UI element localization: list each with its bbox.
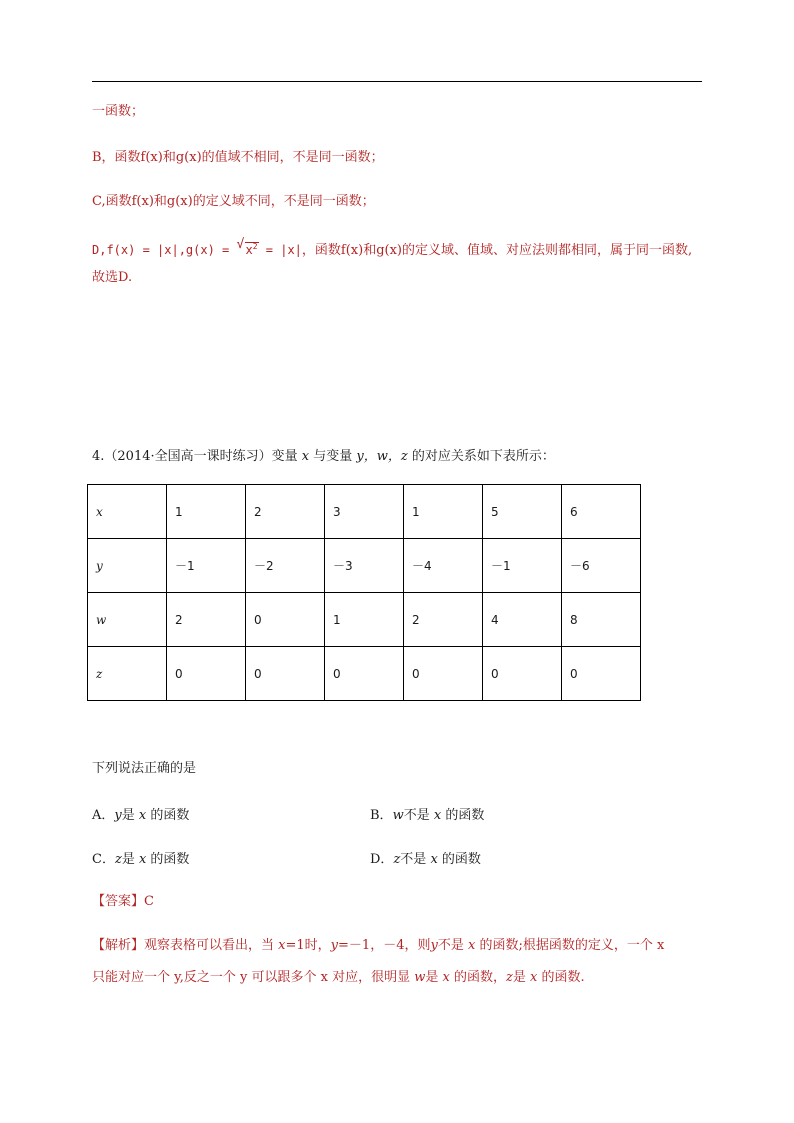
question-4-stem: 4.（2014·全国高一课时练习）变量 x 与变量 y，w，z 的对应关系如下表所示：: [92, 449, 555, 464]
prev-solution-line-d-text: ，函数f(x)和g(x)的定义域、值域、对应法则都相同，属于同一函数,: [301, 243, 693, 258]
table-cell: 4: [483, 593, 562, 647]
analysis-line-1: 【解析】观察表格可以看出，当 x=1时，y=－1，－4，则y不是 x 的函数;根据函数的定义，一个 x: [92, 938, 665, 953]
radical-sign-icon: √: [236, 237, 245, 252]
answer-value: C: [144, 894, 154, 909]
table-cell: 2: [404, 593, 483, 647]
table-row-header: y: [88, 539, 167, 593]
table-row-header: w: [88, 593, 167, 647]
prev-solution-line-e: 故选D.: [92, 270, 133, 285]
radicand: $x^2$: [245, 242, 258, 257]
table-cell: －4: [404, 539, 483, 593]
question-prompt: 下列说法正确的是: [92, 761, 197, 776]
prev-solution-line-b: B，函数f(x)和g(x)的值域不相同，不是同一函数；: [92, 150, 384, 165]
table-cell: 1: [325, 593, 404, 647]
table-cell: 0: [325, 647, 404, 701]
table-cell: －3: [325, 539, 404, 593]
table-cell: 5: [483, 485, 562, 539]
table-cell: －1: [483, 539, 562, 593]
table-cell: 6: [562, 485, 641, 539]
table-cell: 8: [562, 593, 641, 647]
table-row-header: z: [88, 647, 167, 701]
prev-solution-line-c: C,函数f(x)和g(x)的定义域不同，不是同一函数；: [92, 194, 375, 209]
option-d[interactable]: D．z不是 x 的函数: [370, 852, 481, 867]
table-cell: 2: [167, 593, 246, 647]
table-cell: 0: [562, 647, 641, 701]
table-cell: 0: [404, 647, 483, 701]
table-cell: 0: [246, 593, 325, 647]
table-cell: 1: [167, 485, 246, 539]
option-c[interactable]: C．z是 x 的函数: [92, 852, 190, 867]
table-row: [88, 593, 641, 647]
table-row: [88, 647, 641, 701]
table-cell: 0: [483, 647, 562, 701]
option-b[interactable]: B．w不是 x 的函数: [370, 808, 485, 823]
formula-abs: = |x|: [258, 243, 302, 257]
table-cell: 1: [404, 485, 483, 539]
option-a[interactable]: A．y是 x 的函数: [92, 808, 190, 823]
header-rule: [92, 81, 702, 82]
table-cell: 0: [167, 647, 246, 701]
prev-solution-line-d: [92, 238, 692, 260]
analysis-label: 【解析】: [92, 938, 145, 953]
table-cell: 3: [325, 485, 404, 539]
analysis-line-2: 只能对应一个 y,反之一个 y 可以跟多个 x 对应，很明显 w是 x 的函数，z是 x 的函数.: [92, 970, 585, 985]
sqrt-expression: [237, 238, 259, 259]
answer-line: [92, 893, 154, 911]
table-row: [88, 539, 641, 593]
table-cell: 0: [246, 647, 325, 701]
formula-f-g: D,f(x) = |x|,g(x) =: [92, 243, 237, 257]
table-cell: －1: [167, 539, 246, 593]
table-row: [88, 485, 641, 539]
correspondence-table: [87, 484, 641, 701]
prev-solution-line-1: 一函数；: [92, 104, 145, 119]
table-row-header: x: [88, 485, 167, 539]
table-cell: －6: [562, 539, 641, 593]
table-cell: 2: [246, 485, 325, 539]
answer-label: 【答案】: [92, 894, 145, 909]
table-cell: －2: [246, 539, 325, 593]
